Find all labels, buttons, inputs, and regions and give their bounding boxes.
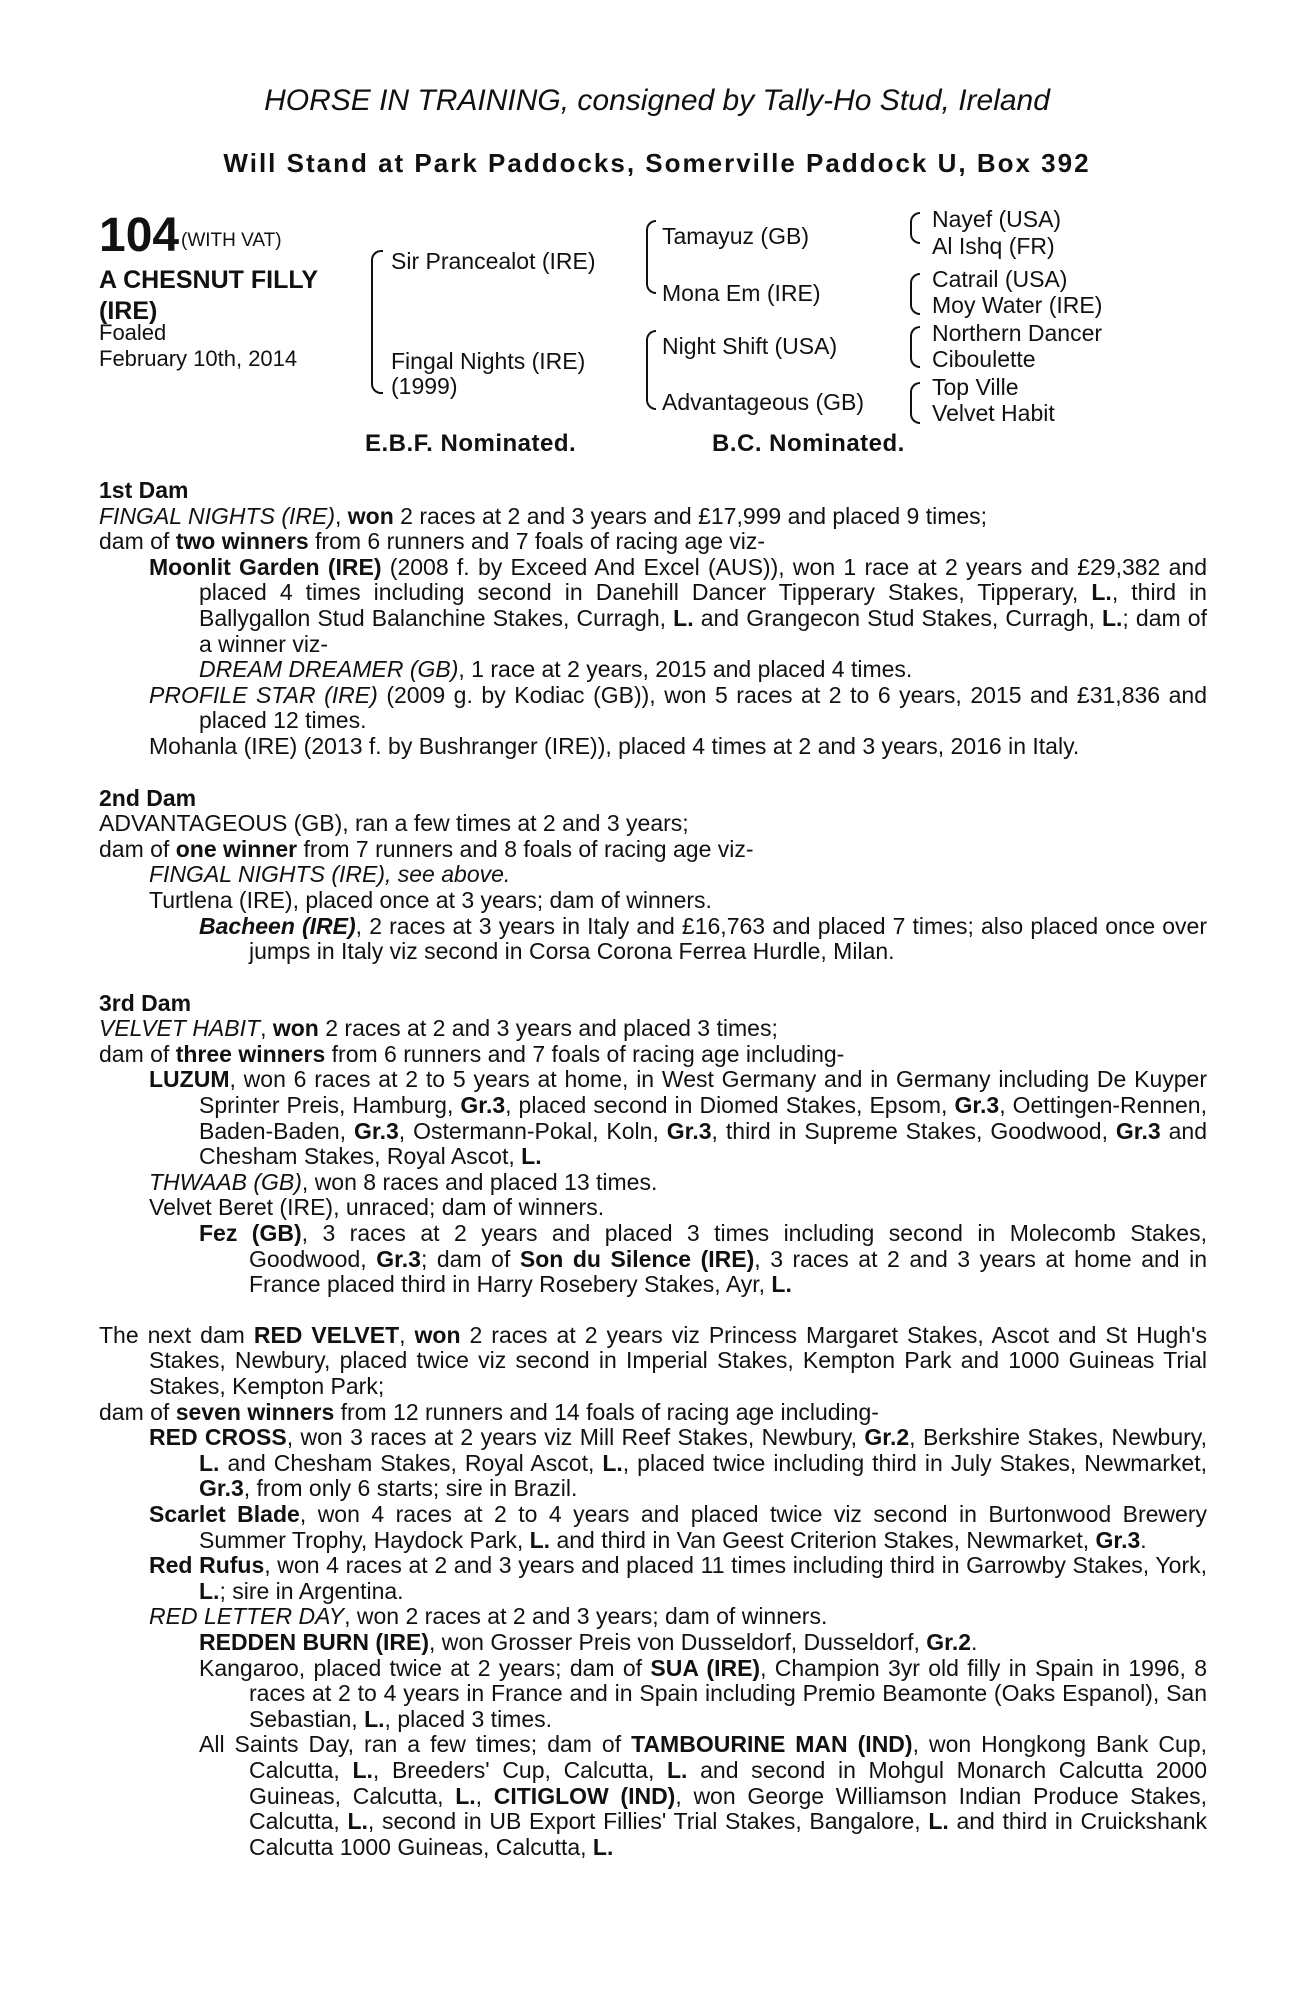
progeny-entry: Fez (GB), 3 races at 2 years and placed 3 times including second in Molecomb Stakes, Goodwood, Gr.3; dam of Son du Silence (IRE), 3 races at 2 and 3 years at home and in France placed third in Harry Rosebery Stakes, Ayr, L. [199, 1220, 1208, 1298]
progeny-entry: RED LETTER DAY, won 2 races at 2 and 3 years; dam of winners. [149, 1603, 828, 1630]
dam-sire-dam: Ciboulette [932, 346, 1036, 372]
first-dam-line: FINGAL NIGHTS (IRE), won 2 races at 2 and 3 years and £17,999 and placed 9 times; [99, 502, 988, 529]
first-dam-heading: 1st Dam [99, 477, 189, 503]
progeny-entry: FINGAL NIGHTS (IRE), see above. [149, 861, 511, 888]
dam-year: (1999) [391, 373, 458, 399]
pedigree-bracket [910, 326, 920, 368]
progeny-entry: All Saints Day, ran a few times; dam of TAMBOURINE MAN (IND), won Hongkong Bank Cup, Calcutta, L., Breeders' Cup, Calcutta, L. and second in Mohgul Monarch Calcutta 2000 Guineas, Calcutta, L., CITIGLOW (IND), won George Williamson Indian Produce Stakes, Calcutta, L., second in UB Export Fillies' Trial Stakes, Bangalore, L. and third in Cruickshank Calcutta 1000 Guineas, Calcutta, L. [199, 1731, 1208, 1860]
third-dam-produce: dam of three winners from 6 runners and 7 foals of racing age including- [99, 1040, 845, 1067]
dam-dam-sire: Top Ville [932, 374, 1019, 400]
sire-dam: Mona Em (IRE) [662, 280, 821, 306]
vat-note: (WITH VAT) [181, 230, 282, 251]
lot-number: 104 [99, 209, 180, 262]
third-dam-line: VELVET HABIT, won 2 races at 2 and 3 years and placed 3 times; [99, 1015, 778, 1042]
foaling-date: February 10th, 2014 [99, 346, 298, 371]
pedigree-bracket [910, 273, 920, 315]
second-dam-heading: 2nd Dam [99, 784, 197, 811]
dam: Fingal Nights (IRE) [391, 348, 586, 374]
progeny-entry: Red Rufus, won 4 races at 2 and 3 years and placed 11 times including third in Garrowby Stakes, York, L.; sire in Argentina. [149, 1552, 1207, 1604]
sire-dam-sire: Catrail (USA) [932, 266, 1068, 292]
lot-description-origin: (IRE) [99, 297, 158, 325]
progeny-entry: Kangaroo, placed twice at 2 years; dam of SUA (IRE), Champion 3yr old filly in Spain in 1996, 8 races at 2 to 4 years in France and in Spain including Premio Beamonte (Oaks Espanol), San Sebastian, L., placed 3 times. [199, 1654, 1207, 1732]
second-dam-line: ADVANTAGEOUS (GB), ran a few times at 2 and 3 years; [99, 810, 689, 837]
pedigree-bracket [646, 330, 656, 410]
first-dam-produce: dam of two winners from 6 runners and 7 foals of racing age viz- [99, 528, 766, 555]
progeny-entry: Mohanla (IRE) (2013 f. by Bushranger (IRE)), placed 4 times at 2 and 3 years, 2016 in Italy. [149, 732, 1080, 759]
dam-sire-sire: Northern Dancer [932, 320, 1103, 346]
dam-dam: Advantageous (GB) [662, 389, 865, 415]
progeny-entry: LUZUM, won 6 races at 2 to 5 years at home, in West Germany and in Germany including De Kuyper Sprinter Preis, Hamburg, Gr.3, placed second in Diomed Stakes, Epsom, Gr.3, Oettingen-Rennen, Baden-Baden, Gr.3, Ostermann-Pokal, Koln, Gr.3, third in Supreme Stakes, Goodwood, Gr.3 and Chesham Stakes, Royal Ascot, L. [149, 1066, 1208, 1170]
stand-location: Will Stand at Park Paddocks, Somerville Paddock U, Box 392 [223, 148, 1091, 178]
ebf-nomination: E.B.F. Nominated. [365, 430, 577, 457]
pedigree-bracket [910, 212, 920, 244]
dam-sire: Night Shift (USA) [662, 333, 838, 359]
progeny-entry: THWAAB (GB), won 8 races and placed 13 times. [149, 1168, 658, 1195]
sire: Sir Prancealot (IRE) [391, 248, 596, 274]
sire-sire-dam: Al Ishq (FR) [932, 233, 1055, 259]
next-dam-line: The next dam RED VELVET, won 2 races at 2 years viz Princess Margaret Stakes, Ascot and St Hugh's Stakes, Newbury, placed twice viz second in Imperial Stakes, Kempton Park and 1000 Guineas Trial Stakes, Kempton Park; [99, 1321, 1207, 1399]
progeny-entry: REDDEN BURN (IRE), won Grosser Preis von Dusseldorf, Dusseldorf, Gr.2. [199, 1628, 978, 1655]
lot-description: A CHESNUT FILLY [99, 266, 318, 294]
next-dam-produce: dam of seven winners from 12 runners and 14 foals of racing age including- [99, 1398, 879, 1425]
progeny-entry: Velvet Beret (IRE), unraced; dam of winners. [149, 1194, 605, 1221]
sire-sire-sire: Nayef (USA) [932, 206, 1062, 232]
third-dam-heading: 3rd Dam [99, 989, 192, 1016]
second-dam-produce: dam of one winner from 7 runners and 8 foals of racing age viz- [99, 835, 754, 862]
dam-dam-dam: Velvet Habit [932, 400, 1055, 426]
progeny-entry: PROFILE STAR (IRE) (2009 g. by Kodiac (GB)), won 5 races at 2 to 6 years, 2015 and £31,836 and placed 12 times. [149, 681, 1207, 734]
foaled-label: Foaled [99, 320, 167, 345]
progeny-entry: RED CROSS, won 3 races at 2 years viz Mill Reef Stakes, Newbury, Gr.2, Berkshire Stakes, Newbury, L. and Chesham Stakes, Royal Ascot, L., placed twice including third in July Stakes, Newmarket, Gr.3, from only 6 starts; sire in Brazil. [149, 1424, 1207, 1502]
pedigree-bracket [371, 250, 383, 394]
sire-dam-dam: Moy Water (IRE) [932, 292, 1103, 318]
pedigree-bracket [646, 220, 656, 294]
bc-nomination: B.C. Nominated. [712, 430, 905, 457]
progeny-entry: Scarlet Blade, won 4 races at 2 to 4 years and placed twice viz second in Burtonwood Brewery Summer Trophy, Haydock Park, L. and third in Van Geest Criterion Stakes, Newmarket, Gr.3. [149, 1500, 1207, 1553]
pedigree-bracket [910, 382, 920, 424]
progeny-entry: Turtlena (IRE), placed once at 3 years; dam of winners. [149, 886, 712, 913]
sire-sire: Tamayuz (GB) [662, 223, 809, 249]
progeny-entry: DREAM DREAMER (GB), 1 race at 2 years, 2015 and placed 4 times. [199, 656, 913, 683]
catalogue-content [99, 478, 1207, 1860]
page-title: HORSE IN TRAINING, consigned by Tally-Ho Stud, Ireland [264, 84, 1050, 117]
progeny-entry: Bacheen (IRE), 2 races at 3 years in Italy and £16,763 and placed 7 times; also placed once over jumps in Italy viz second in Corsa Corona Ferrea Hurdle, Milan. [199, 912, 1207, 965]
progeny-entry: Moonlit Garden (IRE) (2008 f. by Exceed And Excel (AUS)), won 1 race at 2 years and £29,382 and placed 4 times including second in Danehill Dancer Tipperary Stakes, Tipperary, L., third in Ballygallon Stud Balanchine Stakes, Curragh, L. and Grangecon Stud Stakes, Curragh, L.; dam of a winner viz- [149, 553, 1207, 657]
